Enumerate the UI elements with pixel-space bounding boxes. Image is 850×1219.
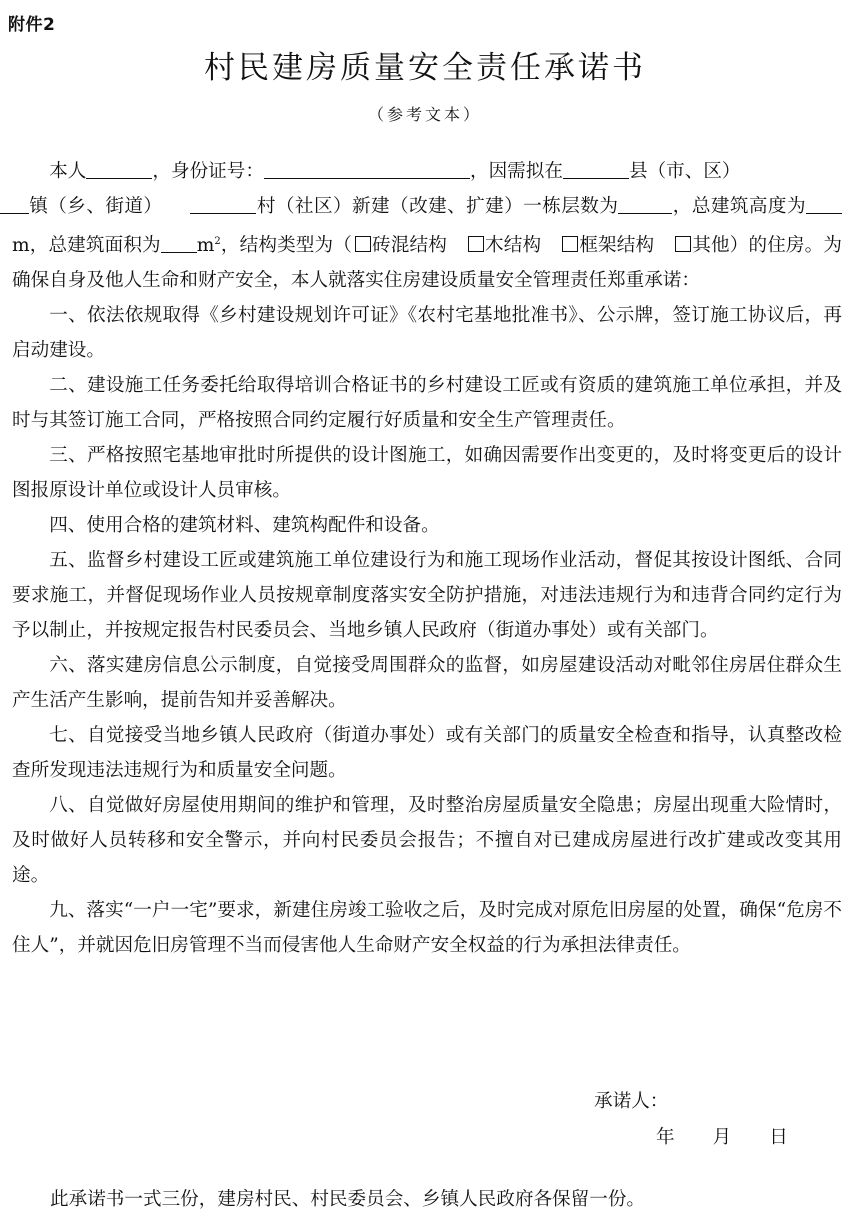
option-label: 砖混结构 [371, 235, 447, 257]
signer-label: 承诺人： [594, 1091, 669, 1112]
document-body [12, 154, 842, 963]
clause-4: 四、使用合格的建筑材料、建筑构配件和设备。 [49, 515, 440, 537]
clause-3: 三、严格按照宅基地审批时所提供的设计图施工，如确因需要作出变更的，及时将变更后的设计图报原设计单位或设计人员审核。 [12, 445, 842, 502]
clause-5: 五、监督乡村建设工匠或建筑施工单位建设行为和施工现场作业活动，督促其按设计图纸、合同要求施工，并督促现场作业人员按规章制度落实安全防护措施，对违法违规行为和违背合同约定行为予以制止，并按规定报告村民委员会、当地乡镇人民政府（街道办事处）或有关部门。 [12, 550, 842, 642]
intro-text: 本人 [49, 161, 87, 182]
footer-note: 此承诺书一式三份，建房村民、村民委员会、乡镇人民政府各保留一份。 [50, 1189, 646, 1210]
intro-text: ，身份证号： [152, 161, 264, 182]
document-title: 村民建房质量安全责任承诺书 [204, 50, 646, 86]
intro-text: m [196, 235, 215, 257]
clause-7: 七、自觉接受当地乡镇人民政府（街道办事处）或有关部门的质量安全检查和指导，认真整改检查所发现违法违规行为和质量安全问题。 [12, 725, 842, 782]
town-blank [0, 195, 29, 214]
clause-9: 九、落实“一户一宅”要求，新建住房竣工验收之后，及时完成对原危旧房屋的处置，确保“危房不住人”，并就因危旧房管理不当而侵害他人生命财产安全权益的行为承担法律责任。 [12, 900, 842, 957]
intro-text: 村（社区）新建（改建、扩建）一栋层数为 [256, 196, 619, 217]
intro-paragraph [12, 154, 842, 298]
intro-text: m，总建筑面积为 [12, 235, 161, 257]
county-blank [563, 160, 629, 179]
intro-text: 县（市、区） [628, 161, 741, 182]
checkbox-wood[interactable] [468, 236, 484, 252]
id-number-blank [264, 160, 470, 179]
checkbox-other[interactable] [675, 236, 691, 252]
intro-text: ，结构类型为（ [220, 235, 352, 257]
village-blank [190, 195, 256, 214]
option-label: 木结构 [484, 235, 542, 257]
year-label: 年 [656, 1127, 675, 1148]
intro-text: ）的住房。为确保自身及他人生命和财产安全，本人就落实住房建设质量安全管理责任郑重承诺： [12, 235, 842, 292]
attachment-label: 附件2 [8, 15, 56, 35]
checkbox-brick-concrete[interactable] [355, 236, 371, 252]
clause-2: 二、建设施工任务委托给取得培训合格证书的乡村建设工匠或有资质的建筑施工单位承担，并及时与其签订施工合同，严格按照合同约定履行好质量和安全生产管理责任。 [12, 375, 842, 432]
intro-text: 镇（乡、街道） [28, 196, 163, 217]
option-label: 其他 [692, 235, 730, 257]
date-line [656, 1124, 788, 1152]
checkbox-frame[interactable] [562, 236, 578, 252]
day-label: 日 [769, 1127, 788, 1148]
floors-blank [618, 195, 672, 214]
superscript: 2 [214, 236, 221, 247]
clause-1: 一、依法依规取得《乡村建设规划许可证》《农村宅基地批准书》、公示牌，签订施工协议后，再启动建设。 [12, 305, 842, 362]
clause-6: 六、落实建房信息公示制度，自觉接受周围群众的监督，如房屋建设活动对毗邻住房居住群众生产生活产生影响，提前告知并妥善解决。 [12, 655, 842, 712]
document-subtitle: （参考文本） [367, 105, 482, 124]
intro-text: ，因需拟在 [469, 161, 563, 182]
option-label: 框架结构 [579, 235, 655, 257]
month-label: 月 [712, 1127, 732, 1148]
clause-8: 八、自觉做好房屋使用期间的维护和管理，及时整治房屋质量安全隐患；房屋出现重大险情时，及时做好人员转移和安全警示，并向村民委员会报告；不擅自对已建成房屋进行改扩建或改变其用途。 [12, 795, 842, 887]
area-blank [161, 234, 197, 253]
name-blank [86, 160, 152, 179]
height-blank [806, 195, 842, 214]
intro-text: ，总建筑高度为 [672, 196, 806, 217]
